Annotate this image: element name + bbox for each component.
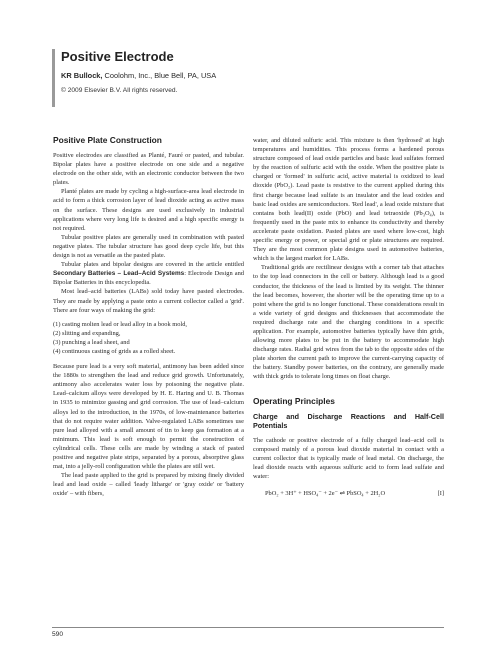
grid-methods-list xyxy=(53,320,244,356)
list-item: (2) slitting and expanding, xyxy=(53,329,121,337)
section-heading-operating-principles: Operating Principles xyxy=(253,395,335,406)
page-number: 590 xyxy=(52,631,64,638)
paragraph: Tubular positive plates are generally used in combination with pasted negative plates. The tubular structure has good deep cycle life, but this design is not as versatile as the pasted plate. xyxy=(53,233,244,260)
paragraph: The cathode or positive electrode of a fully charged lead–acid cell is composed mainly of a porous lead dioxide material in contact with a current collector that is typically made of lead metal. On discharge, the lead dioxide reacts with aqueous sulfuric acid to form lead sulfate and water: xyxy=(253,436,444,480)
paragraph: Positive electrodes are classified as Planté, Fauré or pasted, and tubular. Bipolar plates have a positive electrode on one side and a negative electrode on the other side, with an electronic conductor between the two plates. xyxy=(53,152,244,187)
list-item: (3) punching a lead sheet, and xyxy=(53,338,130,346)
section-heading-plate-construction: Positive Plate Construction xyxy=(53,135,162,145)
article-header xyxy=(52,49,461,107)
cross-reference-link[interactable]: Secondary Batteries – Lead–Acid Systems xyxy=(53,270,185,278)
author-name: KR Bullock, xyxy=(61,71,103,80)
equation-row xyxy=(253,489,444,498)
footer-rule xyxy=(52,627,444,628)
paragraph: Planté plates are made by cycling a high-surface-area lead electrode in acid to form a thick corrosion layer of lead dioxide acting as active mass on the surface. These designs are used exclusively in industrial applications where very long life is desired and a high specific energy is not required. xyxy=(53,188,244,232)
article-title: Positive Electrode xyxy=(61,49,174,64)
copyright-notice: © 2009 Elsevier B.V. All rights reserved. xyxy=(61,87,178,94)
list-item: (4) continuous casting of grids as a rolled sheet. xyxy=(53,347,176,355)
right-column xyxy=(253,136,444,498)
author-line xyxy=(61,71,461,81)
equation: PbO₂ + 3H⁺ + HSO₄⁻ + 2e⁻ ⇌ PbSO₄ + 2H₂O xyxy=(265,490,386,497)
paragraph: The lead paste applied to the grid is prepared by mixing finely divided lead and lead oxide – called 'leady litharge' or 'gray oxide' or 'battery oxide' – with fibers, xyxy=(53,472,244,498)
list-item: (1) casting molten lead or lead alloy in a book mold, xyxy=(53,320,187,328)
equation-number: [I] xyxy=(437,490,444,497)
text-run: : Electrode Design and Bipolar Batteries in this encyclopedia. xyxy=(53,270,244,287)
paragraph xyxy=(53,260,244,287)
paragraph: water, and diluted sulfuric acid. This mixture is then 'hydrosed' at high temperatures and humidities. This process forms a hardened porous structure composed of lead oxide particles and basic lead sulfates formed by the reaction of sulfuric acid with the oxide. When the positive plate is charged or 'formed' in sulfuric acid, active material is oxidized to lead dioxide (PbO₂). Lead paste is resistive to the current applied during this first charge because lead sulfate is an insulator and the lead oxides and basic lead oxides are semiconductors. 'Red lead', a lead oxide mixture that contains both lead(II) oxide (PbO) and lead tetraoxide (Pb₃O₄), is frequently used in the paste mix to enhance its conductivity and thereby accelerate paste oxidation. Pasted plates are used where low-cost, high specific energy or power, or special grid or plate structures are required. They are the most common plate designs used in automotive batteries, which is the largest market for LABs. xyxy=(253,137,444,263)
paragraph: Most lead–acid batteries (LABs) sold today have pasted electrodes. They are made by applying a paste onto a current collector called a 'grid'. There are four ways of making the grid: xyxy=(53,288,244,314)
paragraph: Because pure lead is a very soft material, antimony has been added since the 1880s to strengthen the lead and reduce grid growth. Unfortunately, antimony also accelerates water loss by poisoning the negative plate. Lead–calcium alloys were developed by H. E. Haring and U. B. Thomas in 1935 to minimize gassing and grid corrosion. The use of lead–calcium alloys led to the introduction, in the 1970s, of low-maintenance batteries that do not require water addition. Valve-regulated LABs sometimes use pure lead alloyed with a small amount of tin to keep gas formation at a minimum. This lead is soft enough to permit the construction of cylindrical cells. These cells are made by winding a stack of pasted positive and negative plate strips, separated by a porous, absorptive glass mat, into a jelly-roll configuration while the plates are still wet. xyxy=(53,363,244,471)
author-affiliation: Coolohm, Inc., Blue Bell, PA, USA xyxy=(104,71,217,80)
text-run: Tubular plates and bipolar designs are covered in the article entitled xyxy=(61,261,244,269)
subsection-heading: Charge and Discharge Reactions and Half-Cell Potentials xyxy=(253,411,444,431)
left-column xyxy=(53,135,244,498)
paragraph: Traditional grids are rectilinear designs with a corner tab that attaches to the top lead connectors in the cell or battery. Although lead is a good conductor, the thickness of the lead is limited by its weight. The thinner the lead becomes, however, the shorter will be the operating time up to a point where the grid is no longer functional. These considerations result in a wide variety of grid designs and thicknesses that accommodate the required discharge rate and the charging conditions in a specific application. For example, automotive batteries typically have thin grids, allowing more plates to be put in the battery to accommodate high discharge rates. Radial grid wires from the tab to the opposite sides of the plate shorten the current path to improve the current-carrying capacity of the battery. Standby power batteries, on the contrary, are generally made with thick grids to tolerate long times on float charge. xyxy=(253,264,444,381)
